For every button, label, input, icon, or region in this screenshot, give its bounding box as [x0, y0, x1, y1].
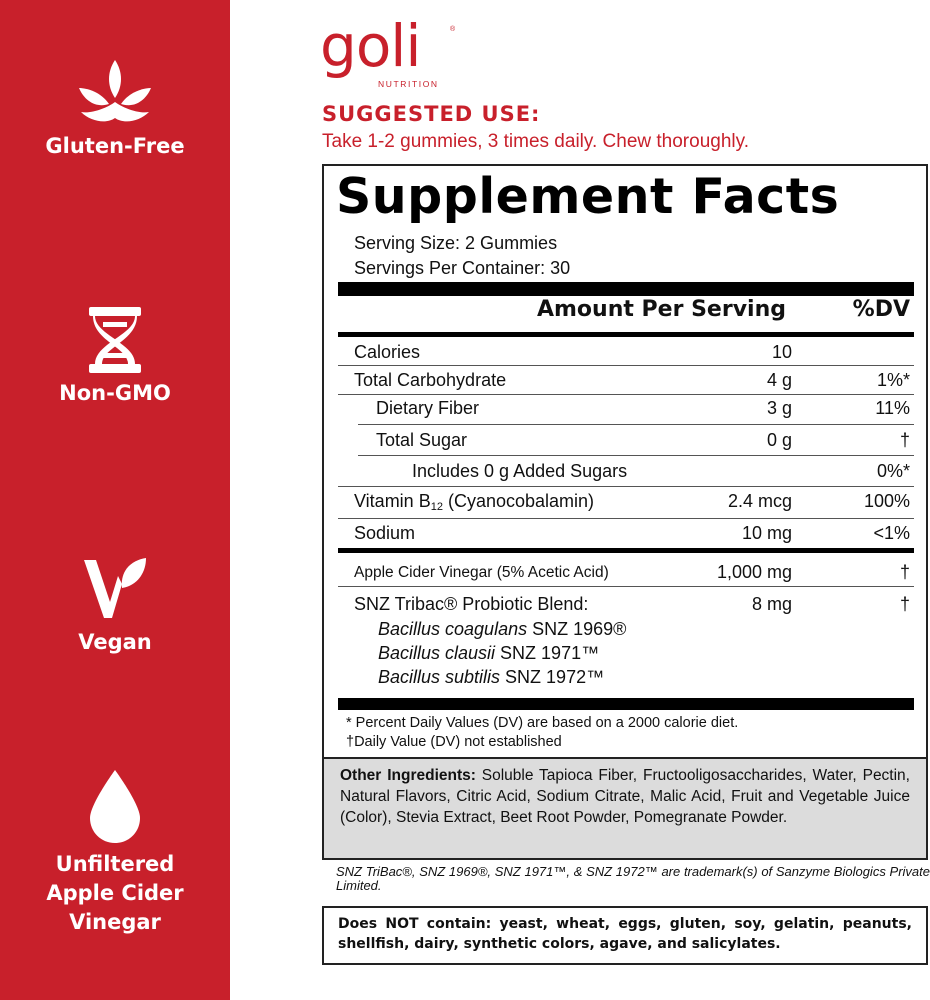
- strain-code: SNZ 1969®: [527, 619, 627, 639]
- nutrient-dv: <1%: [873, 523, 910, 543]
- nutrient-dv: †: [899, 562, 910, 582]
- nutrient-name: Dietary Fiber: [376, 398, 480, 418]
- nutrient-amount: 10: [771, 342, 792, 362]
- strain-code: SNZ 1971™: [495, 643, 600, 663]
- probiotic-strain: [378, 619, 626, 640]
- nutrient-amount: 3 g: [766, 398, 792, 418]
- other-ingredients: [322, 759, 928, 860]
- badge-label-line: Unfiltered: [55, 852, 175, 876]
- sprout-icon: [77, 58, 153, 126]
- nutrient-dv: 0%*: [876, 461, 910, 481]
- nutrient-dv: 11%: [875, 398, 910, 418]
- badge-apple-cider-vinegar: [0, 770, 230, 937]
- header-daily-value: %DV: [852, 297, 910, 322]
- vitamin-name-prefix: Vitamin B: [354, 491, 431, 511]
- facts-title: Supplement Facts: [336, 168, 840, 225]
- nutrient-name: Includes 0 g Added Sugars: [412, 461, 628, 481]
- badge-label: Non-GMO: [59, 381, 171, 405]
- probiotic-strain: [378, 643, 599, 664]
- badge-label-line: Apple Cider: [46, 881, 184, 905]
- badge-label-line: Vinegar: [69, 910, 161, 934]
- suggested-use-text: Take 1-2 gummies, 3 times daily. Chew thoroughly.: [322, 131, 749, 152]
- other-ingredients-text: Soluble Tapioca Fiber, Fructooligosaccharides, Water, Pectin, Natural Flavors, Citric Acid, Sodium Citrate, Malic Acid, Fruit and Vegetable Juice (Color), Stevia Extract, Beet Root Powder, Pomegranate Powder.: [340, 767, 910, 826]
- does-not-contain-box: Does NOT contain: yeast, wheat, eggs, gluten, soy, gelatin, peanuts, shellfish, dairy, synthetic colors, agave, and salicylates.: [322, 906, 928, 965]
- trademark-note: SNZ TriBac®, SNZ 1969®, SNZ 1971™, & SNZ 1972™ are trademark(s) of Sanzyme Biologics Private Limited.: [336, 864, 930, 893]
- vitamin-name-suffix: (Cyanocobalamin): [442, 491, 595, 511]
- badge-label: Gluten-Free: [45, 134, 185, 158]
- medium-divider: [338, 332, 914, 337]
- strain-species: Bacillus clausii: [378, 643, 496, 663]
- dna-icon: [87, 307, 143, 373]
- sidebar: [0, 0, 230, 1000]
- row-divider: [338, 394, 914, 395]
- nutrient-amount: 2.4 mcg: [727, 491, 792, 511]
- nutrient-name: Total Carbohydrate: [354, 370, 507, 390]
- suggested-use-title: SUGGESTED USE:: [322, 102, 541, 126]
- logo-subtitle: NUTRITION: [378, 79, 439, 89]
- row-divider: [338, 365, 914, 366]
- nutrient-amount: 8 mg: [751, 594, 792, 614]
- nutrient-amount: 4 g: [766, 370, 792, 390]
- strain-species: Bacillus coagulans: [378, 619, 528, 639]
- other-ingredients-label: Other Ingredients:: [340, 767, 476, 784]
- logo-registered-mark: ®: [450, 26, 456, 33]
- nutrient-name: Total Sugar: [376, 430, 468, 450]
- nutrient-amount: 10 mg: [741, 523, 792, 543]
- vitamin-subscript: 12: [430, 501, 443, 513]
- row-divider: [338, 518, 914, 519]
- row-divider: [338, 586, 914, 587]
- row-divider: [358, 424, 914, 425]
- nutrient-name: Sodium: [354, 523, 416, 543]
- badge-non-gmo: [0, 307, 230, 408]
- badge-label: Vegan: [78, 630, 152, 654]
- nutrient-name: SNZ Tribac® Probiotic Blend:: [354, 594, 589, 614]
- servings-per-container: Servings Per Container: 30: [354, 258, 571, 278]
- nutrient-dv: 100%: [863, 491, 910, 511]
- nutrient-name: Calories: [354, 342, 421, 362]
- thick-divider: [338, 698, 914, 710]
- strain-species: Bacillus subtilis: [378, 667, 501, 687]
- brand-logo: [320, 12, 470, 96]
- thick-divider: [338, 282, 914, 296]
- vegan-leaf-icon: [82, 556, 148, 622]
- serving-size: Serving Size: 2 Gummies: [354, 233, 558, 253]
- drop-icon: [88, 770, 142, 844]
- footnote-dv-not-established: †Daily Value (DV) not established: [346, 734, 562, 750]
- footnote-percent-dv: * Percent Daily Values (DV) are based on a 2000 calorie diet.: [346, 715, 739, 731]
- strain-code: SNZ 1972™: [500, 667, 605, 687]
- nutrient-name: Apple Cider Vinegar (5% Acetic Acid): [354, 564, 609, 581]
- supplement-facts-panel: [322, 164, 928, 759]
- medium-divider: [338, 548, 914, 553]
- nutrient-dv: 1%*: [876, 370, 910, 390]
- nutrient-name: [354, 491, 594, 513]
- row-divider: [358, 455, 914, 456]
- nutrient-amount: 1,000 mg: [716, 562, 792, 582]
- logo-wordmark: goli: [320, 12, 421, 80]
- row-divider: [338, 486, 914, 487]
- nutrient-dv: †: [899, 430, 910, 450]
- badge-vegan: [0, 556, 230, 657]
- probiotic-strain: [378, 667, 604, 688]
- header-amount-per-serving: Amount Per Serving: [536, 297, 786, 322]
- nutrient-dv: †: [899, 594, 910, 614]
- badge-gluten-free: [0, 58, 230, 161]
- nutrient-amount: 0 g: [766, 430, 792, 450]
